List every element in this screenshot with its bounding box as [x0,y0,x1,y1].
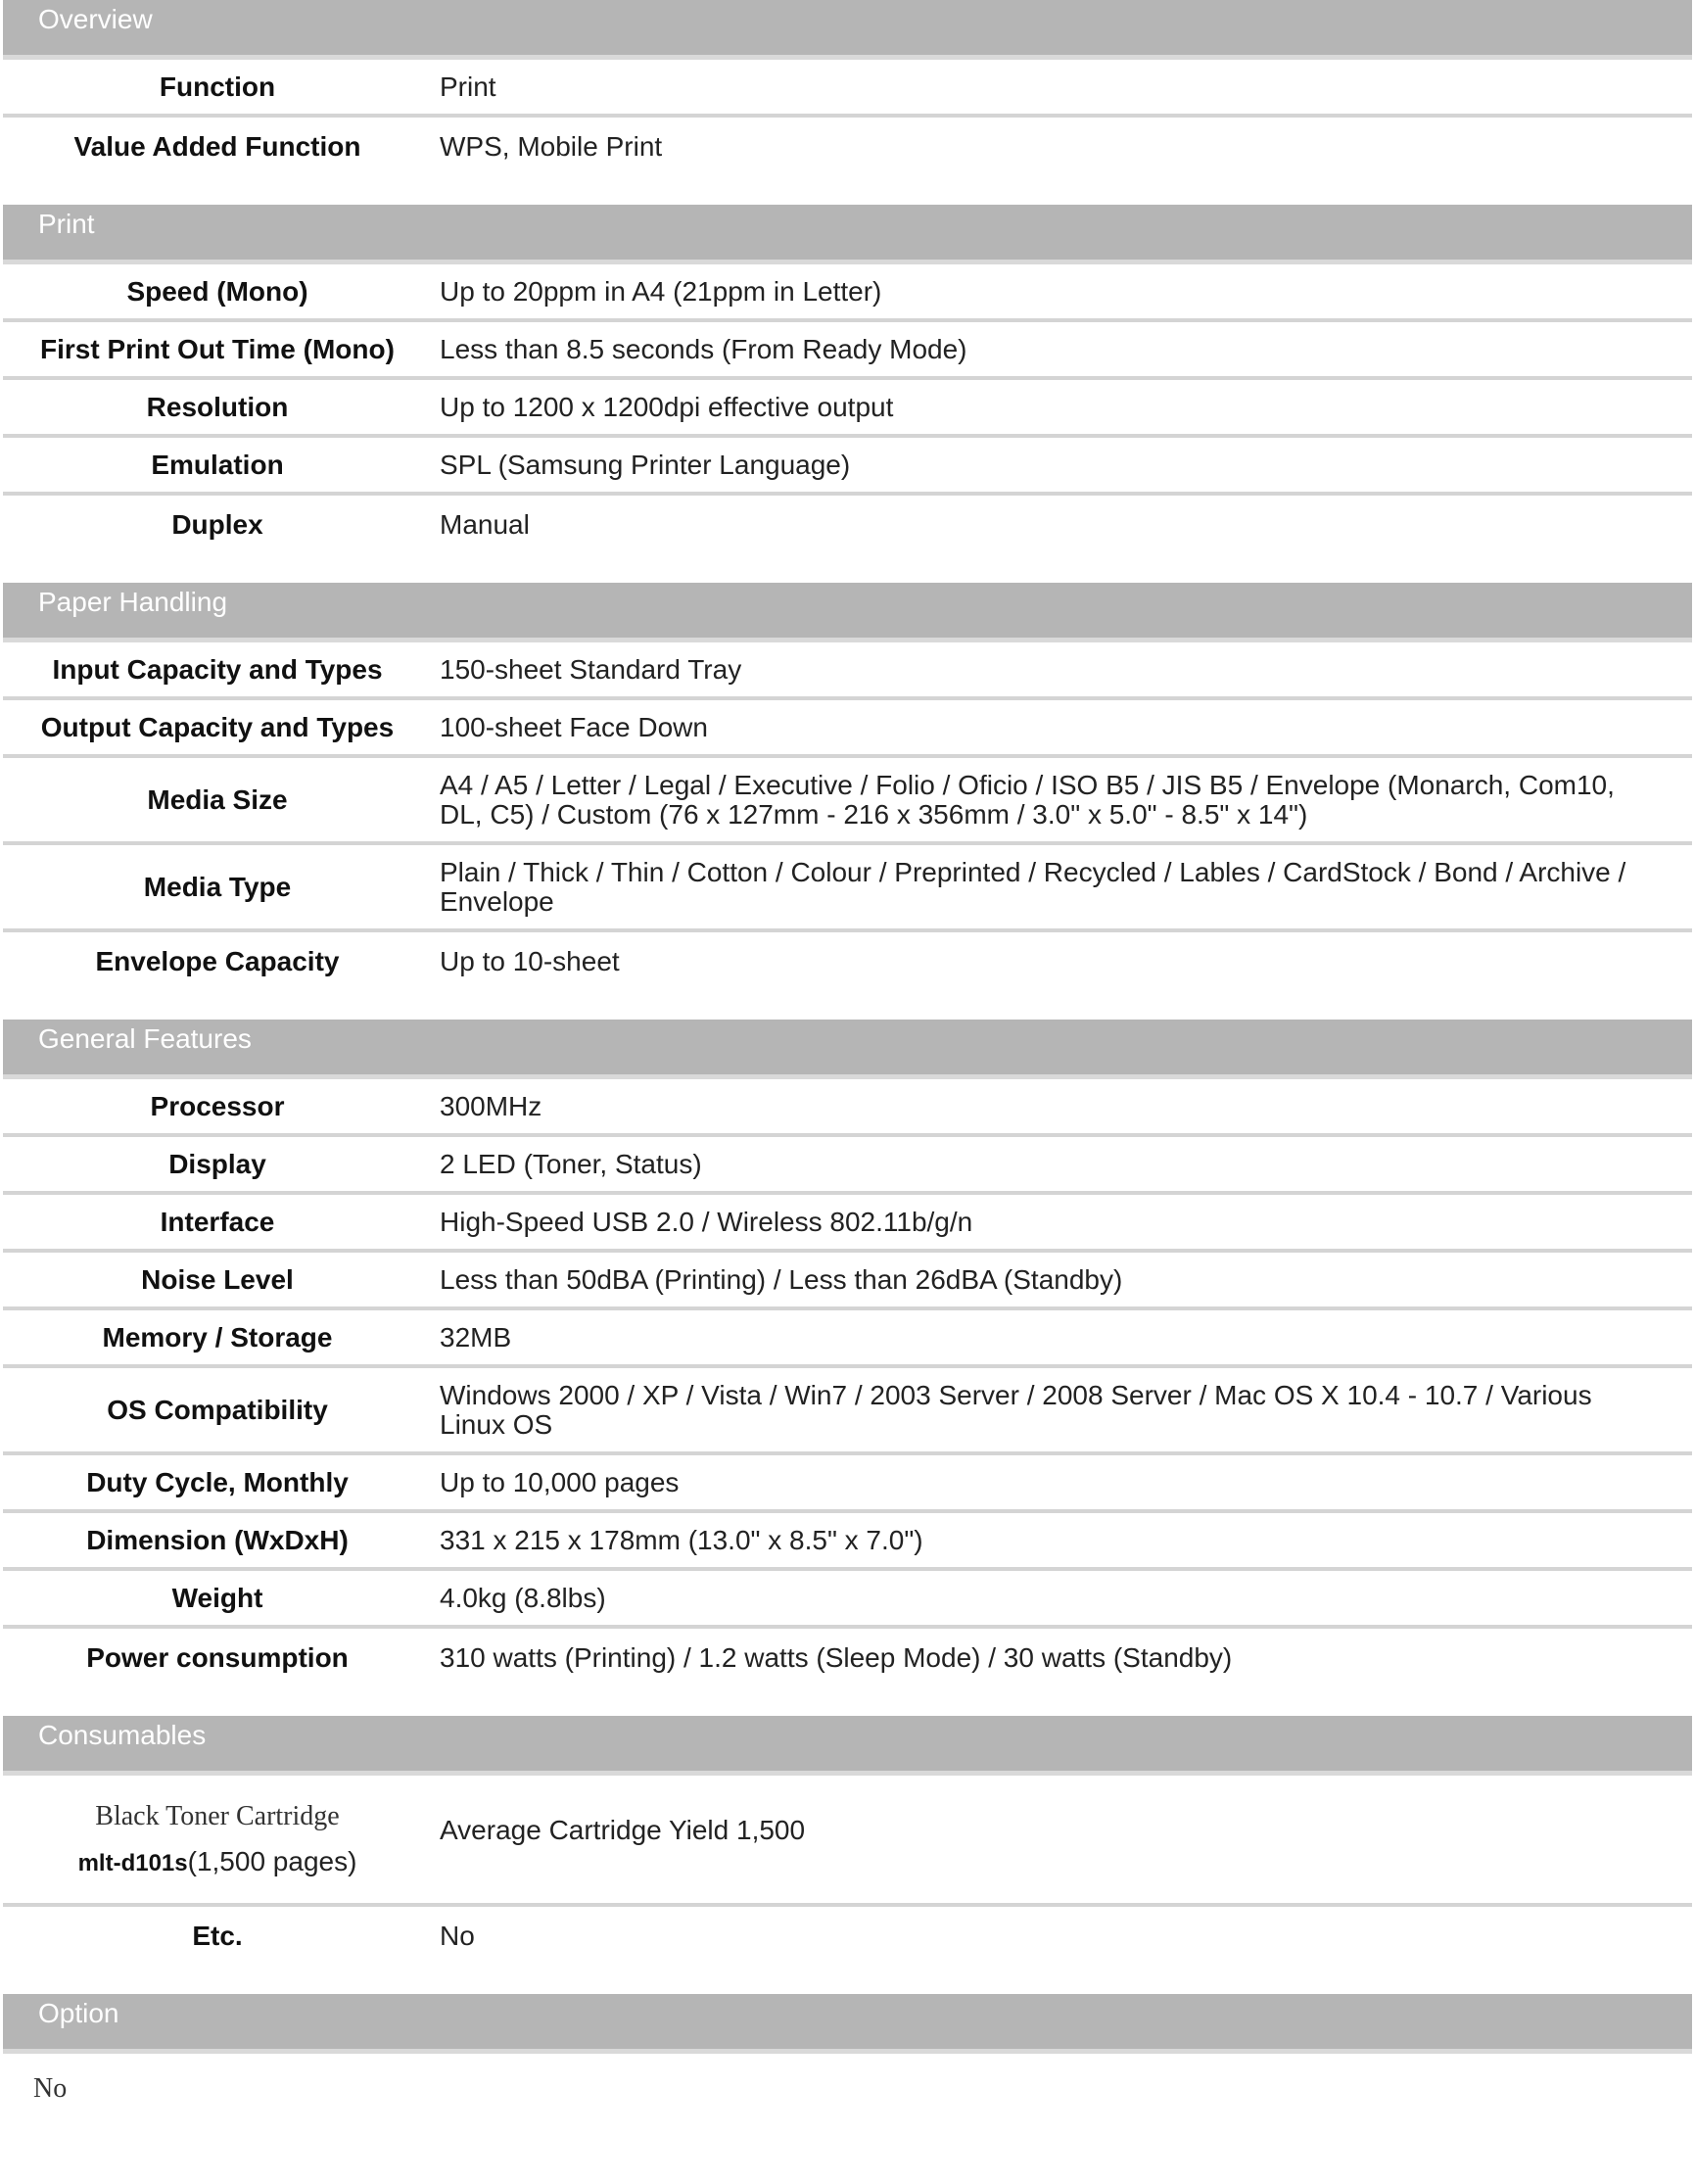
spec-row [3,700,1692,758]
spec-value: 331 x 215 x 178mm (13.0" x 8.5" x 7.0") [440,1524,923,1555]
spec-label: Etc. [192,1920,243,1951]
spec-row [3,1079,1692,1137]
section-header-general-features: General Features [3,1020,1692,1079]
spec-row [3,322,1692,380]
spec-label: Display [168,1148,266,1179]
spec-label: Resolution [146,391,289,422]
spec-row [3,758,1692,845]
spec-label: Speed (Mono) [126,275,308,307]
spec-label: Duty Cycle, Monthly [86,1466,349,1497]
spec-row [3,264,1692,322]
spec-row [3,1571,1692,1629]
section-header-option: Option [3,1994,1692,2054]
consumable-pages: (1,500 pages) [187,1846,357,1876]
spec-value: 4.0kg (8.8lbs) [440,1582,606,1613]
section-gap [0,175,1695,205]
spec-label: Memory / Storage [102,1321,333,1353]
spec-row [3,1137,1692,1195]
spec-value: 100-sheet Face Down [440,711,708,742]
spec-row [3,642,1692,700]
spec-row [3,1629,1692,1686]
spec-value: Plain / Thick / Thin / Cotton / Colour / Preprinted / Recycled / Lables / CardStock / Bond / Archive / Envelope [440,856,1626,917]
consumable-label [3,1801,432,1877]
spec-label: Interface [160,1206,275,1237]
spec-value: Up to 20ppm in A4 (21ppm in Letter) [440,275,882,307]
consumable-model-line [3,1846,432,1877]
spec-value: Up to 10,000 pages [440,1466,680,1497]
section-gap [0,553,1695,583]
spec-row [3,438,1692,496]
spec-value: Average Cartridge Yield 1,500 [440,1815,806,1845]
spec-label: Media Type [143,871,292,902]
spec-row [3,60,1692,118]
spec-label: Emulation [151,449,284,480]
spec-label: Processor [150,1090,285,1121]
spec-label: Input Capacity and Types [52,653,383,685]
spec-row [3,932,1692,990]
spec-row [3,496,1692,553]
spec-value: WPS, Mobile Print [440,130,663,162]
spec-row [3,845,1692,932]
spec-label: Duplex [171,508,263,540]
spec-row [3,1513,1692,1571]
spec-label: Dimension (WxDxH) [86,1524,349,1555]
spec-row [3,1195,1692,1253]
spec-value: 150-sheet Standard Tray [440,653,742,685]
spec-value: No [440,1920,475,1951]
spec-row [3,1253,1692,1310]
spec-row [3,380,1692,438]
spec-value: A4 / A5 / Letter / Legal / Executive / Folio / Oficio / ISO B5 / JIS B5 / Envelope (Monarch, Com10, DL, C5) / Custom (76 x 127mm - 216 x 356mm / 3.0" x 5.0" - 8.5" x 14") [440,769,1615,830]
spec-value: Less than 8.5 seconds (From Ready Mode) [440,333,967,364]
spec-value: Manual [440,508,530,540]
section-header-overview: Overview [3,0,1692,60]
spec-value: Windows 2000 / XP / Vista / Win7 / 2003 Server / 2008 Server / Mac OS X 10.4 - 10.7 / Various Linux OS [440,1379,1592,1440]
spec-row [3,1310,1692,1368]
option-value: No [33,2073,68,2104]
spec-value: Up to 1200 x 1200dpi effective output [440,391,894,422]
spec-value: Less than 50dBA (Printing) / Less than 26dBA (Standby) [440,1263,1123,1295]
consumable-title: Black Toner Cartridge [95,1801,340,1831]
spec-value: Up to 10-sheet [440,945,620,976]
spec-value: SPL (Samsung Printer Language) [440,449,851,480]
spec-label: Power consumption [86,1641,349,1673]
spec-value: 310 watts (Printing) / 1.2 watts (Sleep Mode) / 30 watts (Standby) [440,1641,1233,1673]
spec-label: Output Capacity and Types [40,711,395,742]
spec-row [3,1455,1692,1513]
spec-label: Noise Level [141,1263,294,1295]
spec-label: Weight [171,1582,263,1613]
spec-value: Print [440,71,496,102]
spec-label: Media Size [147,783,288,815]
section-gap [0,990,1695,1020]
section-gap [0,1686,1695,1716]
section-gap [0,1965,1695,1994]
consumable-model: mlt-d101s [77,1850,188,1876]
spec-row [3,1368,1692,1455]
spec-value: 300MHz [440,1090,542,1121]
spec-label: OS Compatibility [107,1394,328,1425]
spec-row [3,118,1692,175]
spec-row [3,1907,1692,1965]
spec-row-toner [3,1776,1692,1907]
spec-label: Function [159,71,276,102]
section-header-paper-handling: Paper Handling [3,583,1692,642]
spec-label: Value Added Function [73,130,361,162]
section-header-consumables: Consumables [3,1716,1692,1776]
spec-value: 32MB [440,1321,512,1353]
spec-label: Envelope Capacity [95,945,340,976]
spec-value: 2 LED (Toner, Status) [440,1148,702,1179]
spec-label: First Print Out Time (Mono) [40,333,395,364]
spec-value: High-Speed USB 2.0 / Wireless 802.11b/g/n [440,1206,973,1237]
section-header-print: Print [3,205,1692,264]
